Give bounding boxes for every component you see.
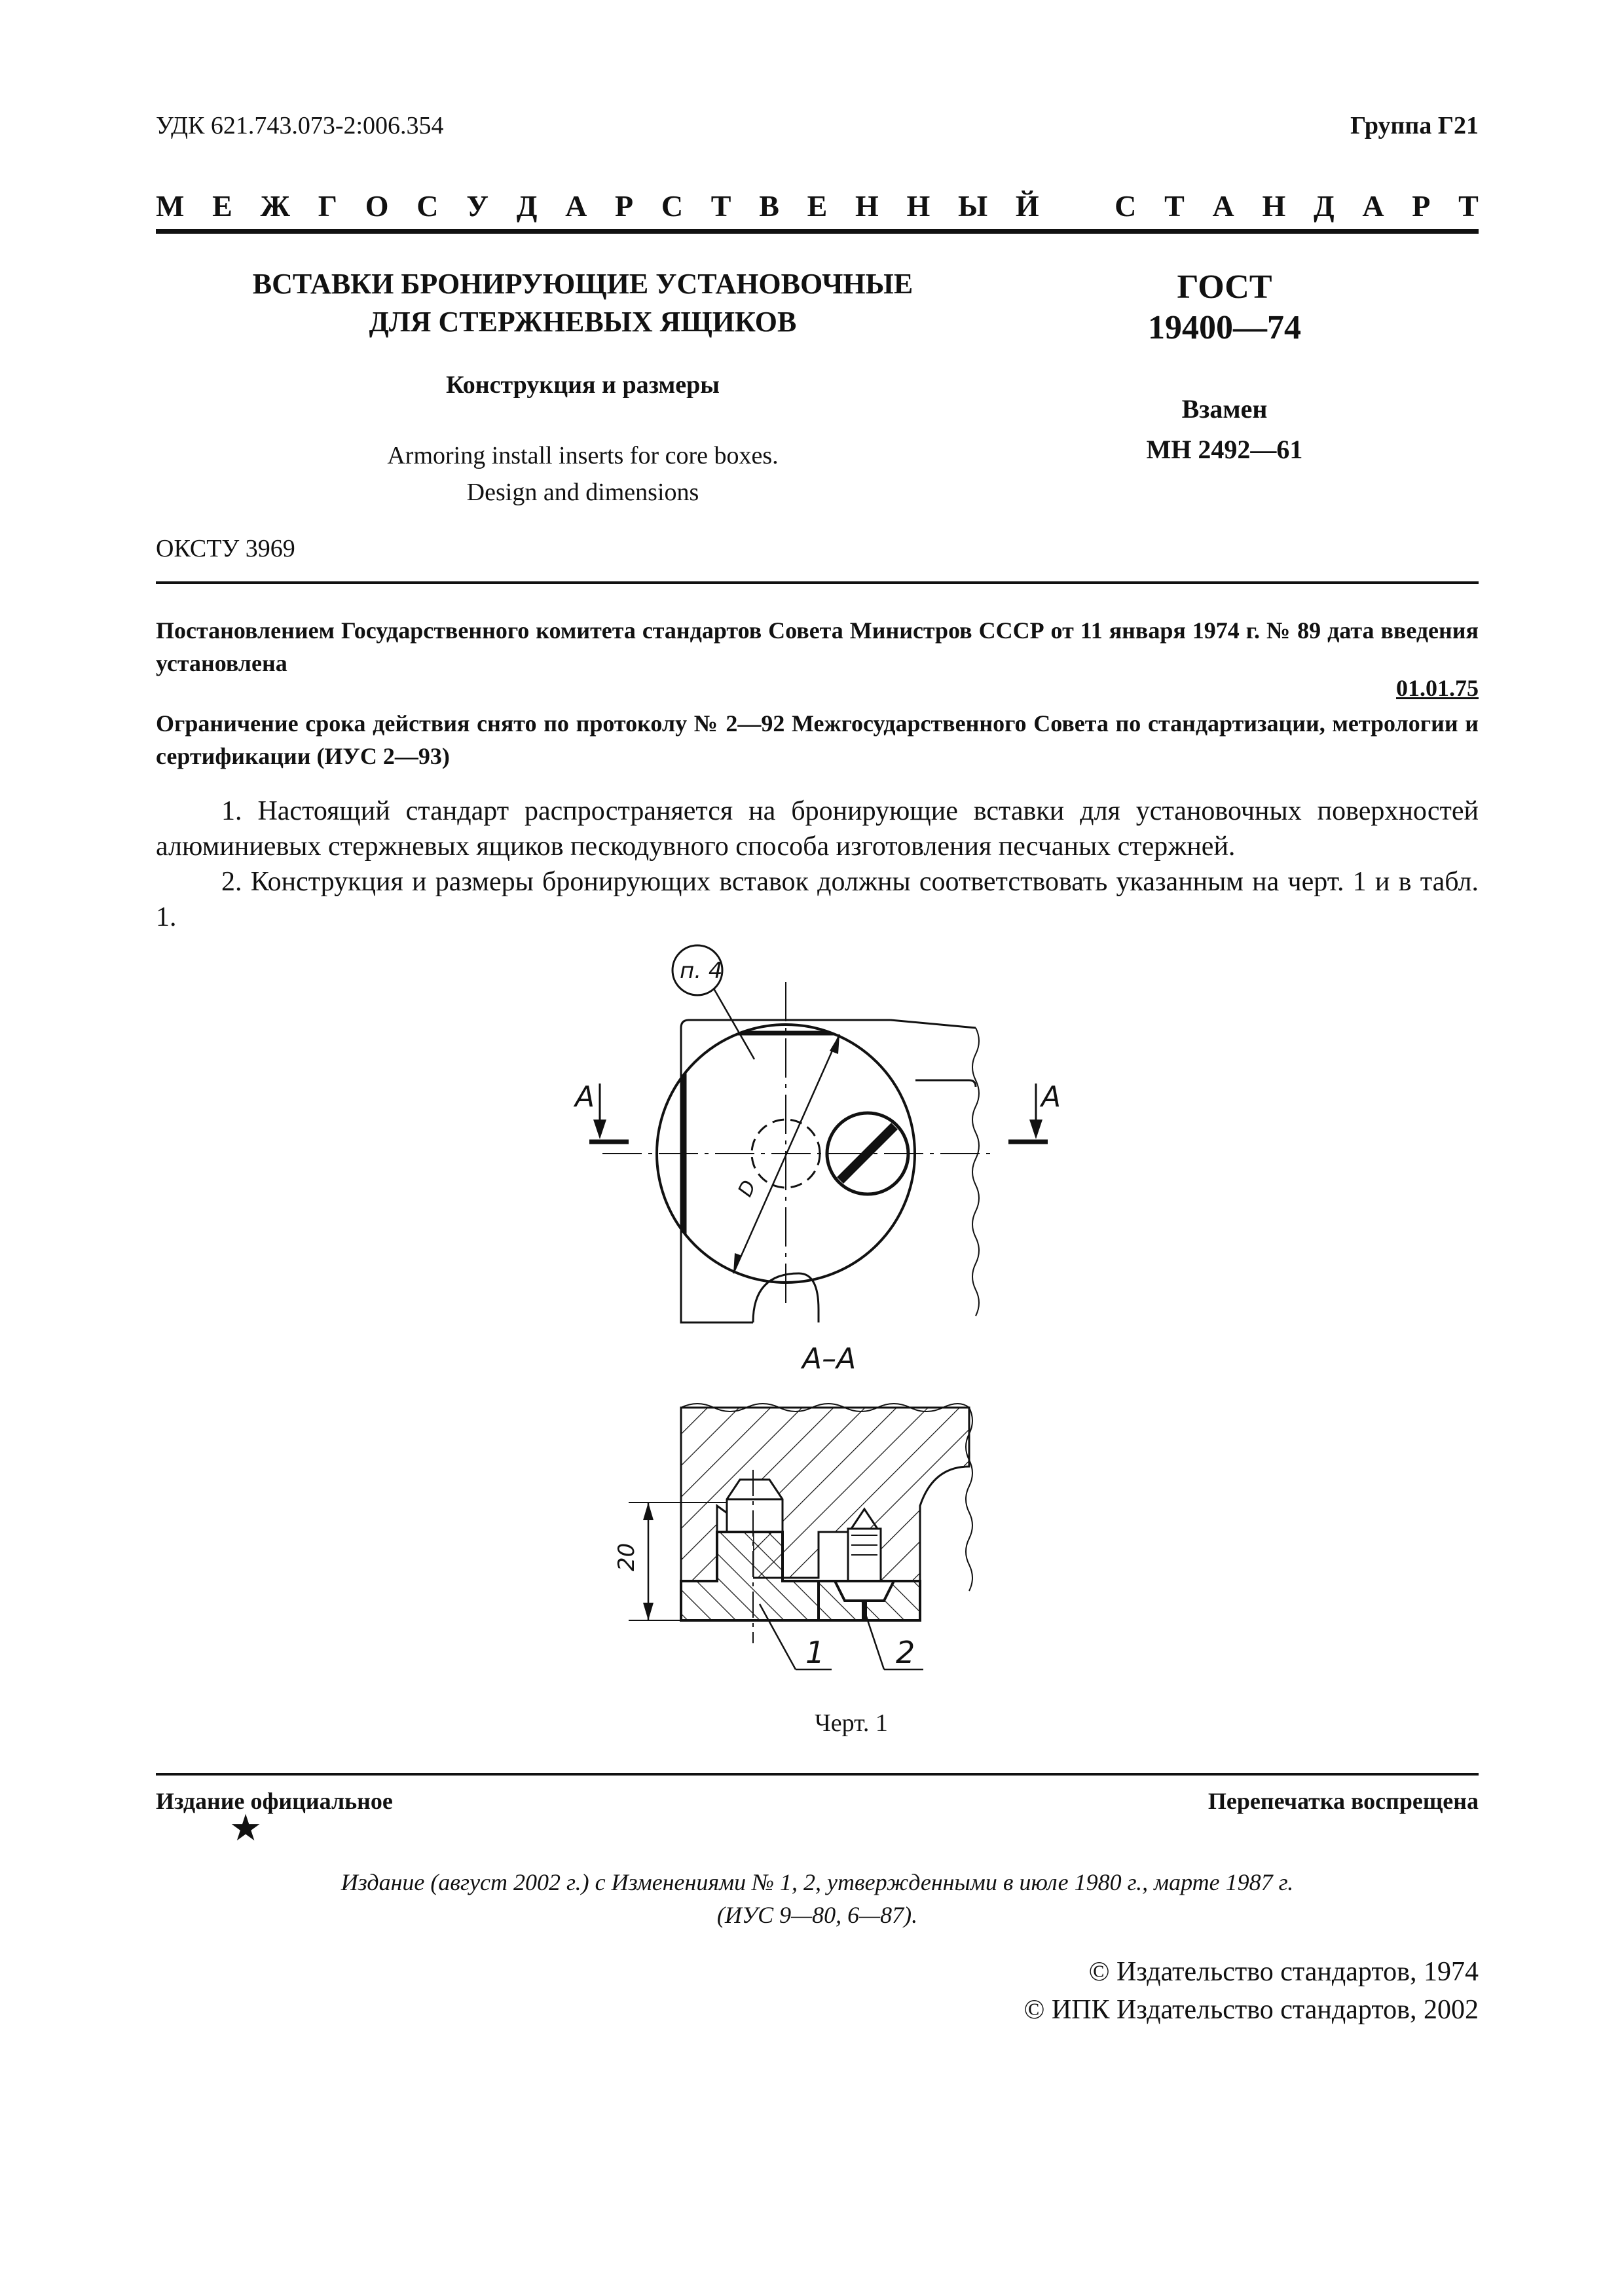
banner-letter: Т xyxy=(710,189,731,223)
note-callout: п. 4 xyxy=(680,958,723,984)
decree-text: Постановлением Государственного комитета стандартов Совета Министров СССР от 11 января 1974 г. № 89 дата введения установлена xyxy=(156,617,1479,676)
banner-letter: Д xyxy=(516,189,538,223)
copyright-1974: © Издательство стандартов, 1974 xyxy=(1088,1957,1479,1987)
banner-letter: Г xyxy=(318,189,338,223)
banner-letter: А xyxy=(1362,189,1384,223)
part-label-1: 1 xyxy=(805,1635,825,1670)
banner-letter: Н xyxy=(855,189,879,223)
star-icon: ★ xyxy=(229,1808,263,1849)
reprint-forbidden-label: Перепечатка воспрещена xyxy=(1207,1788,1479,1814)
banner-letter: Й xyxy=(1015,189,1039,223)
banner-letter: Н xyxy=(906,189,931,223)
dimension-20: 20 xyxy=(614,1542,640,1571)
section-marker-left xyxy=(573,1080,629,1142)
standard-banner xyxy=(156,189,1479,223)
banner-letter: Е xyxy=(212,189,232,223)
okstu-code: ОКСТУ 3969 xyxy=(156,535,295,562)
edition-line-1: Издание (август 2002 г.) с Изменениями № 1, 2, утвержденными в июле 1980 г., марте 1987 г. xyxy=(341,1869,1294,1895)
limitation-text: Ограничение срока действия снято по протоколу № 2—92 Межгосударственного Совета по стандартизации, метрологии и сертификации (ИУС 2—93) xyxy=(156,710,1479,769)
banner-letter: А xyxy=(1212,189,1234,223)
document-subtitle: Конструкция и размеры xyxy=(446,371,720,399)
document-title xyxy=(196,265,969,341)
official-edition-label: Издание официальное xyxy=(156,1788,393,1814)
banner-letter: Т xyxy=(1164,189,1185,223)
footer-rule xyxy=(156,1773,1479,1776)
part-label-2: 2 xyxy=(896,1635,915,1670)
introduction-date: 01.01.75 xyxy=(1396,675,1479,701)
banner-letter: Р xyxy=(615,189,634,223)
banner-letter: Е xyxy=(807,189,828,223)
section-view xyxy=(614,1342,972,1670)
replaces-standard: МН 2492—61 xyxy=(1146,435,1303,464)
replaces-block xyxy=(1094,389,1355,470)
section-title: А–А xyxy=(802,1342,857,1376)
banner-letter: А xyxy=(565,189,587,223)
banner-letter: С xyxy=(416,189,439,223)
paragraph-2: 2. Конструкция и размеры бронирующих вставок должны соответствовать указанным на черт. 1 и в табл. 1. xyxy=(156,867,1479,932)
banner-letter: М xyxy=(156,189,185,223)
copyright-2002: © ИПК Издательство стандартов, 2002 xyxy=(1023,1995,1479,2025)
standard-number: 19400—74 xyxy=(1148,309,1301,346)
plan-view xyxy=(573,945,1061,1322)
standard-label: ГОСТ xyxy=(1177,268,1272,306)
section-marker-right xyxy=(1008,1080,1061,1142)
paragraph-1: 1. Настоящий стандарт распространяется на бронирующие вставки для установочных поверхностей алюминиевых стержневых ящиков пескодувного способа изготовления песчаных стержней. xyxy=(156,796,1479,862)
banner-letter: Н xyxy=(1262,189,1286,223)
title-line-1: ВСТАВКИ БРОНИРУЮЩИЕ УСТАНОВОЧНЫЕ xyxy=(252,268,913,300)
banner-letter: Д xyxy=(1313,189,1335,223)
udc-code: УДК 621.743.073-2:006.354 xyxy=(156,112,444,139)
banner-letter: С xyxy=(1115,189,1137,223)
edition-line-2: (ИУС 9—80, 6—87). xyxy=(716,1902,918,1928)
banner-letter: Ы xyxy=(958,189,988,223)
group-code: Группа Г21 xyxy=(1350,112,1479,139)
banner-letter: В xyxy=(759,189,779,223)
diameter-label: D xyxy=(733,1176,762,1201)
english-title-line-2: Design and dimensions xyxy=(466,479,699,506)
figure-caption: Черт. 1 xyxy=(815,1709,888,1737)
header-rule xyxy=(156,581,1479,584)
title-line-2: ДЛЯ СТЕРЖНЕВЫХ ЯЩИКОВ xyxy=(369,306,797,338)
banner-letter: С xyxy=(661,189,684,223)
english-title xyxy=(196,437,969,511)
standard-number-block xyxy=(1094,267,1355,348)
technical-drawing xyxy=(537,917,1126,1702)
banner-letter: О xyxy=(365,189,389,223)
banner-word-gap xyxy=(1067,189,1086,223)
svg-text:А: А xyxy=(1041,1080,1061,1114)
banner-letter: Р xyxy=(1412,189,1431,223)
english-title-line-1: Armoring install inserts for core boxes. xyxy=(387,442,779,469)
edition-note xyxy=(156,1866,1479,1931)
banner-rule xyxy=(156,229,1479,234)
replaces-label: Взамен xyxy=(1181,394,1268,424)
svg-text:А: А xyxy=(575,1080,595,1114)
banner-letter: Ж xyxy=(260,189,291,223)
banner-letter: У xyxy=(466,189,488,223)
banner-letter: Т xyxy=(1458,189,1479,223)
